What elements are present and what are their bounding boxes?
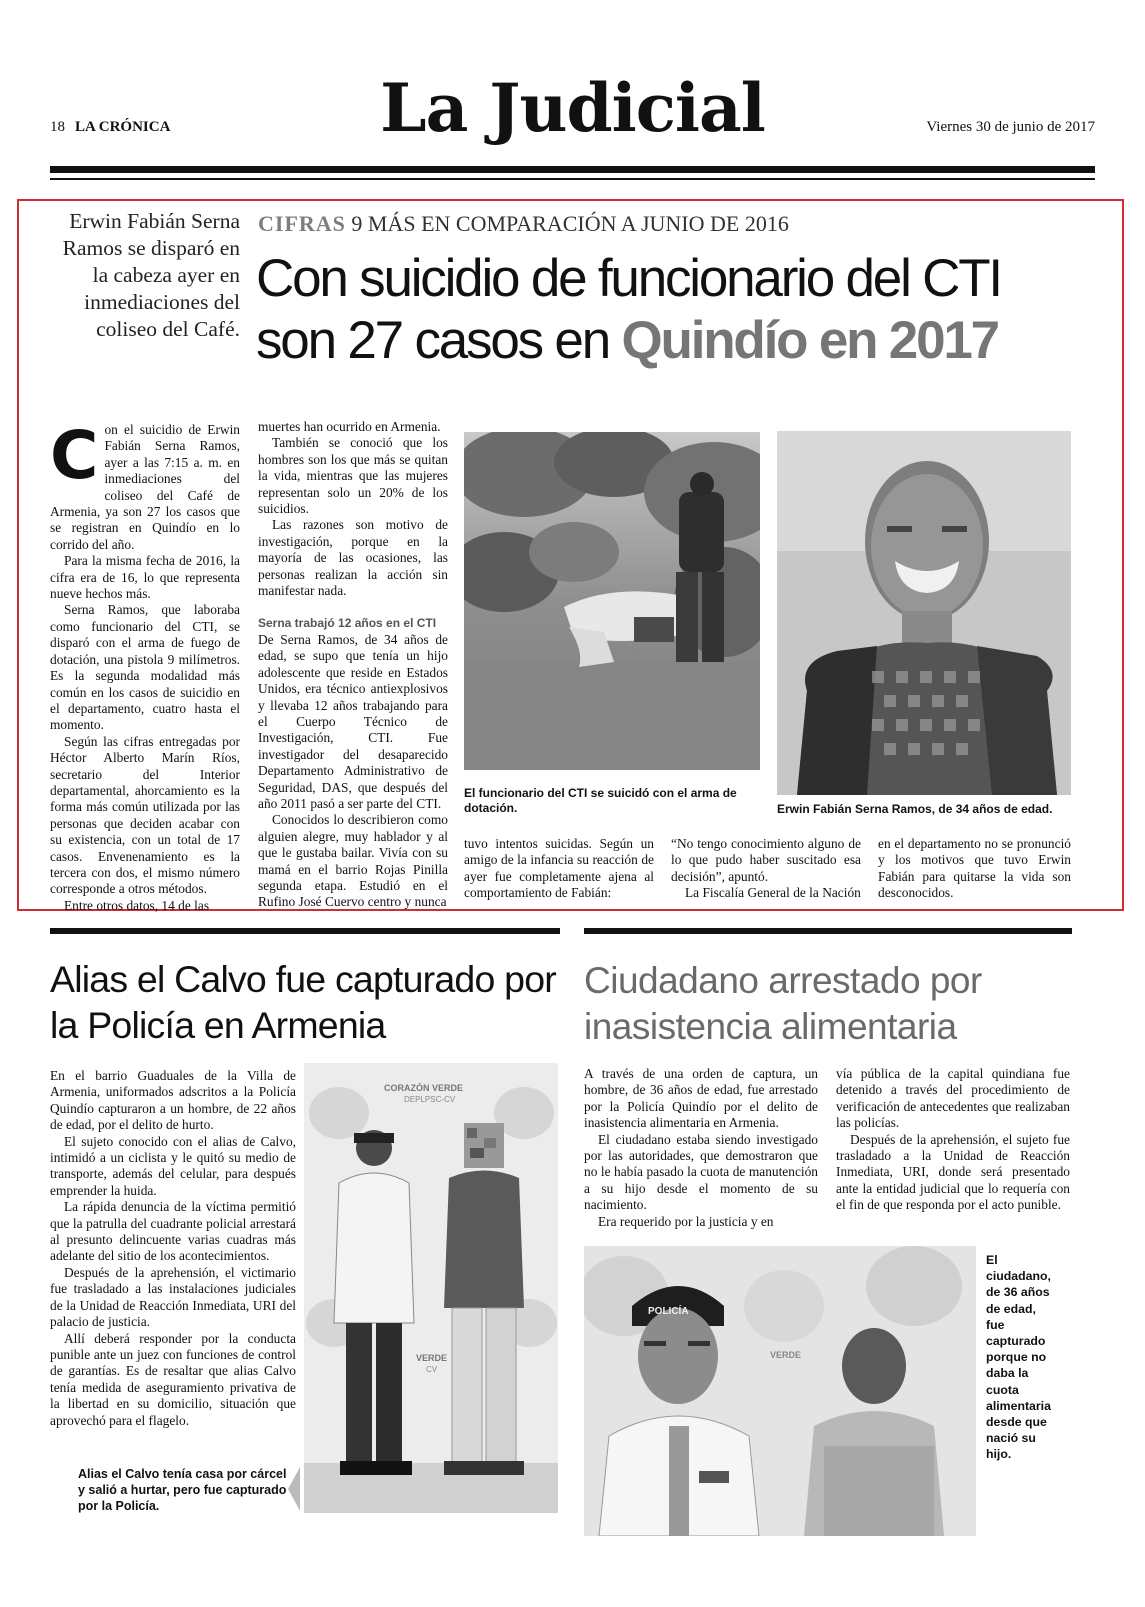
main-story-col-5: [878, 836, 1071, 902]
main-story-summary: Erwin Fabián Serna Ramos se disparó en la cabeza ayer en inmediaciones del coliseo del Café.: [62, 209, 240, 341]
alimentaria-story-headline: Ciudadano arrestado por inasistencia alimentaria: [584, 960, 982, 1047]
portrait-photo: [777, 431, 1071, 795]
alimentaria-story-col-1: [584, 1066, 818, 1230]
dropcap: C: [50, 417, 99, 494]
kicker-text: 9 MÁS EN COMPARACIÓN A JUNIO DE 2016: [351, 211, 789, 236]
issue-date: Viernes 30 de junio de 2017: [926, 119, 1095, 135]
paragraph: El sujeto conocido con el alias de Calvo, intimidó a un ciclista y le quitó su medio de transporte, además del celular, para después emprender la huida.: [50, 1133, 296, 1198]
paragraph: Allí deberá responder por la conducta punible ante un juez con funciones de control de garantías. Es de resaltar que alias Calvo tenía medida de aseguramiento privativa de la libertad en su domicilio, situación que aprovechó para el flagelo.: [50, 1330, 296, 1428]
paragraph: Entre otros datos, 14 de las: [64, 897, 210, 913]
alimentaria-photo-caption: El ciudadano, de 36 años de edad, fue capturado porque no daba la cuota alimentaria desde que nació su hijo.: [986, 1253, 1051, 1462]
masthead-rule-thin: [50, 178, 1095, 180]
paragraph: En el barrio Guaduales de la Villa de Armenia, uniformados adscritos a la Policía Quindío capturaron a un hombre, de 22 años de edad, por el delito de hurto.: [50, 1068, 296, 1133]
paragraph: Era requerido por la justicia y en: [598, 1213, 774, 1229]
calvo-arrest-photo: [304, 1063, 558, 1513]
portrait-photo-caption: Erwin Fabián Serna Ramos, de 34 años de edad.: [777, 802, 1053, 816]
alimentaria-story-rule: [584, 928, 1072, 934]
paragraph: A través de una orden de captura, un hombre, de 36 años de edad, fue arrestado por la Policía Quindío por el delito de inasistencia alimentaria en Armenia.: [584, 1066, 818, 1131]
paragraph: tuvo intentos suicidas. Según un amigo de la infancia su reacción de ayer fue completamente ajena al comportamiento de Fabián:: [464, 836, 654, 901]
paragraph: on el suicidio de Erwin Fabián Serna Ramos, ayer a las 7:15 a. m. en inmediaciones del coliseo del Café de Armenia, ya son 27 los casos que se registran en Quindío en lo corrido del año.: [50, 422, 240, 552]
masthead-rule-thick: [50, 166, 1095, 173]
kicker-label: CIFRAS: [258, 211, 346, 236]
paragraph: Después de la aprehensión, el victimario fue trasladado a las instalaciones judiciales de la Unidad de Reacción Inmediata, URI del palacio de justicia.: [50, 1264, 296, 1330]
paragraph: Conocidos lo describieron como alguien alegre, muy hablador y al que le gustaba bailar. Vivía con su mamá en el barrio Rojas Pinilla segunda etapa. Estudió en el Rufino José Cuervo centro y nunca: [258, 812, 448, 910]
calvo-photo-caption: Alias el Calvo tenía casa por cárcel y salió a hurtar, pero fue capturado por la Policía.: [78, 1467, 287, 1513]
paragraph: “No tengo conocimiento alguno de lo que pudo haber suscitado esa decisión”, apuntó.: [671, 836, 861, 884]
headline-line-2: [256, 310, 1086, 372]
paragraph: vía pública de la capital quindiana fue detenido a través del procedimiento de verificación de antecedentes que realizaban las policías.: [836, 1066, 1070, 1131]
main-story-col-2: [258, 419, 448, 911]
headline-line-2-plain: son 27 casos en: [256, 311, 609, 370]
calvo-story-rule: [50, 928, 560, 934]
calvo-story-headline: Alias el Calvo fue capturado por la Policía en Armenia: [50, 958, 556, 1046]
headline-line-1: Con suicidio de funcionario del CTI: [256, 249, 1001, 308]
alimentaria-arrest-photo: [584, 1246, 976, 1536]
paragraph: Después de la aprehensión, el sujeto fue trasladado a la Unidad de Reacción Inmediata, URI, donde será presentado ante la entidad judicial que lo requería con el fin de que responda por el acto punible.: [836, 1131, 1070, 1213]
paragraph: Serna Ramos, que laboraba como funcionario del CTI, se disparó con el arma de fuego de dotación, una pistola 9 milímetros. Es la segunda modalidad más común en los casos de suicidio en el departamento, cuatro hasta el momento.: [50, 602, 240, 733]
paragraph: en el departamento no se pronunció y los motivos que tuvo Erwin Fabián para quitarse la vida son desconocidos.: [878, 836, 1071, 901]
section-title: La Judicial: [380, 69, 765, 147]
paragraph: El ciudadano estaba siendo investigado por las autoridades, que demostraron que no le había pasado la cuota de manutención a su hijo desde el momento de su nacimiento.: [584, 1131, 818, 1213]
main-story-kicker: [258, 211, 789, 237]
backdrop-label: VERDE: [770, 1350, 802, 1360]
paper-name: LA CRÓNICA: [75, 119, 171, 135]
paragraph: También se conoció que los hombres son los que más se quitan la vida, mientras que las mujeres representan solo un 20% de los suicidios.: [258, 435, 448, 517]
caption-pointer-icon: [288, 1467, 300, 1511]
alimentaria-story-col-2: [836, 1066, 1070, 1214]
main-story-headline: [256, 248, 1086, 372]
paragraph: Para la misma fecha de 2016, la cifra era de 16, lo que representa nueve hechos más.: [50, 553, 240, 602]
page-number: 18: [50, 119, 65, 135]
main-story-subhead: Serna trabajó 12 años en el CTI: [258, 616, 437, 631]
paragraph: La Fiscalía General de la Nación: [685, 885, 861, 901]
paragraph: Las razones son motivo de investigación, porque en la mayoría de las ocasiones, las personas realizan la acción sin manifestar nada.: [258, 517, 448, 599]
backdrop-bottom-sublabel: CV: [426, 1365, 438, 1374]
paragraph: La rápida denuncia de la víctima permitió que la patrulla del cuadrante policial arrestará al presunto delincuente varias cuadras más adelante del sitio de los acontecimientos.: [50, 1199, 296, 1264]
scene-photo-caption: El funcionario del CTI se suicidó con el arma de dotación.: [464, 786, 737, 815]
paragraph: De Serna Ramos, de 34 años de edad, se supo que tenía un hijo adolescente que reside en Estados Unidos, era técnico antiexplosivos y llevaba 12 años trabajando para el Cuerpo Técnico de Investigación, CTI. Fue investigador del desaparecido Departamento Administrativo de Seguridad, DAS, que después del año 2011 pasó a ser parte del CTI.: [258, 631, 448, 811]
backdrop-bottom-label: VERDE: [416, 1353, 448, 1363]
headline-line-2-highlight: Quindío en 2017: [621, 311, 998, 370]
paragraph: Según las cifras entregadas por Héctor Alberto Marín Ríos, secretario del Interior departamental, ahorcamiento es la forma más común utilizada por las personas que deciden acabar con su existencia, con un total de 17 casos. Envenenamiento es la tercera con dos, el mismo número corresponde a otros métodos.: [50, 733, 240, 897]
main-story-col-1: [50, 417, 240, 914]
calvo-story-body: [50, 1068, 296, 1429]
main-story-col-3: [464, 836, 654, 902]
paragraph: muertes han ocurrido en Armenia.: [258, 419, 441, 434]
backdrop-sublabel: DEPLPSC-CV: [404, 1095, 456, 1104]
scene-photo: [464, 432, 760, 770]
helmet-label: POLICÍA: [648, 1306, 689, 1317]
backdrop-label: CORAZÓN VERDE: [384, 1083, 464, 1093]
main-story-col-4: [671, 836, 861, 902]
